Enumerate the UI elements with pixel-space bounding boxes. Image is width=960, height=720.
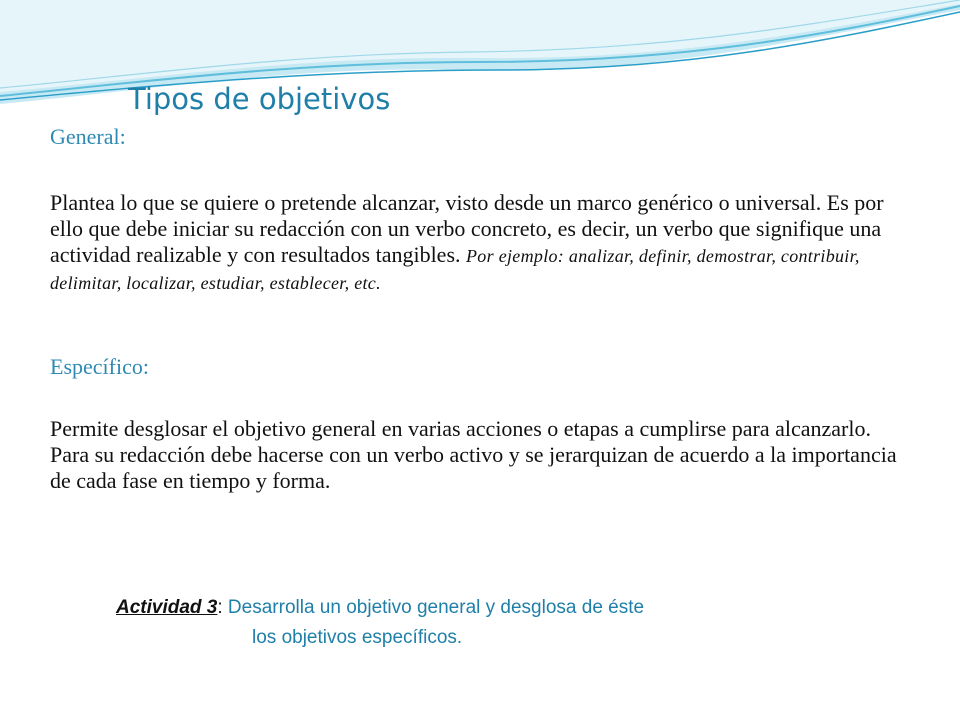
actividad-label: Actividad 3 xyxy=(116,597,218,618)
actividad-line-2: los objetivos específicos. xyxy=(252,627,463,648)
general-example: Por ejemplo: analizar, definir, demostrar, contribuir, delimitar, localizar, estudiar, establecer, etc. xyxy=(50,246,860,293)
slide-title: Tipos de objetivos xyxy=(128,82,391,116)
especifico-heading: Específico: xyxy=(50,354,149,379)
actividad-text-1: Desarrolla un objetivo general y desglosa de éste xyxy=(222,597,645,618)
general-heading: General: xyxy=(50,124,126,149)
actividad-separator: : xyxy=(217,597,223,618)
general-text: Plantea lo que se quiere o pretende alcanzar, visto desde un marco genérico o universal. Es por ello que debe iniciar su redacción con un verbo concreto, es decir, un verbo que signifique una actividad realizable y con resultados tangibles. xyxy=(50,190,884,267)
actividad-line-1 xyxy=(116,597,644,619)
especifico-paragraph: Permite desglosar el objetivo general en varias acciones o etapas a cumplirse para alcanzarlo. Para su redacción debe hacerse con un verbo activo y se jerarquizan de acuerdo a la importancia de cada fase en tiempo y forma. xyxy=(50,416,897,493)
general-paragraph xyxy=(50,190,910,296)
